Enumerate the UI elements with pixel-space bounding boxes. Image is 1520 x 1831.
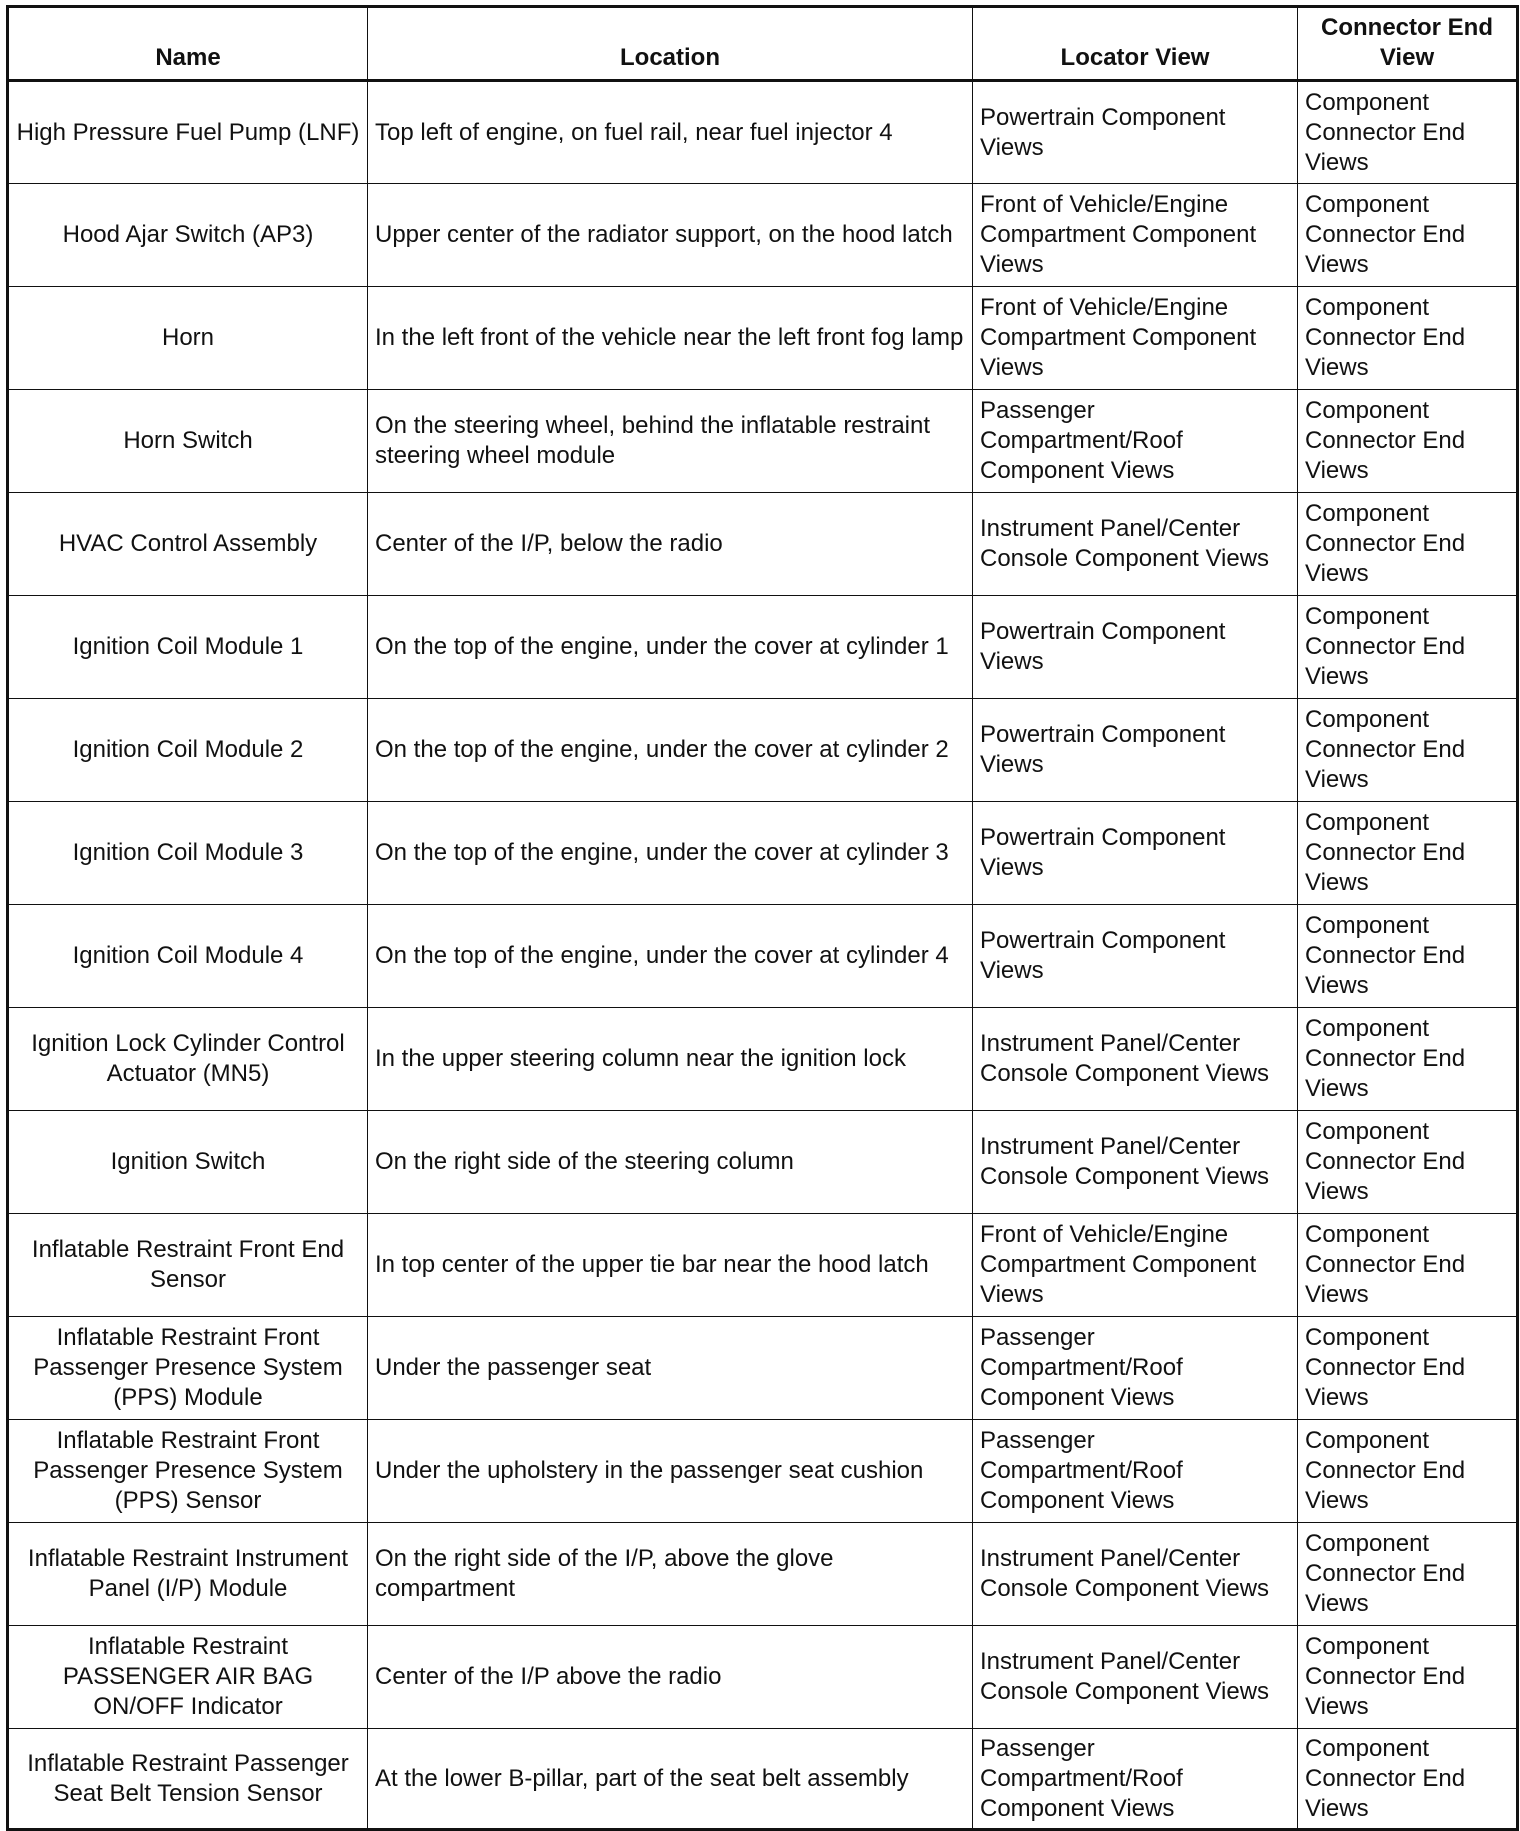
location-cell: On the top of the engine, under the cover at cylinder 2 (368, 699, 973, 802)
locator-view-cell: Instrument Panel/Center Console Component Views (973, 1626, 1298, 1729)
table-row (8, 802, 1518, 905)
location-cell: Center of the I/P, below the radio (368, 493, 973, 596)
component-name-cell: Hood Ajar Switch (AP3) (8, 184, 368, 287)
table-row (8, 905, 1518, 1008)
component-name-cell: Ignition Coil Module 3 (8, 802, 368, 905)
component-name-cell: Ignition Lock Cylinder Control Actuator (MN5) (8, 1008, 368, 1111)
table-row (8, 1317, 1518, 1420)
column-header-connector-end-view: Connector End View (1298, 7, 1518, 81)
locator-view-cell: Powertrain Component Views (973, 905, 1298, 1008)
connector-end-view-cell: Component Connector End Views (1298, 1626, 1518, 1729)
component-name-cell: Ignition Coil Module 4 (8, 905, 368, 1008)
table-row (8, 1523, 1518, 1626)
component-name-cell: Ignition Switch (8, 1111, 368, 1214)
locator-view-cell: Passenger Compartment/Roof Component Views (973, 1420, 1298, 1523)
column-header-location: Location (368, 7, 973, 81)
location-cell: On the top of the engine, under the cover at cylinder 4 (368, 905, 973, 1008)
connector-end-view-cell: Component Connector End Views (1298, 1214, 1518, 1317)
component-name-cell: HVAC Control Assembly (8, 493, 368, 596)
locator-view-cell: Front of Vehicle/Engine Compartment Component Views (973, 1214, 1298, 1317)
location-cell: Under the upholstery in the passenger seat cushion (368, 1420, 973, 1523)
table-row (8, 287, 1518, 390)
table-row (8, 184, 1518, 287)
component-name-cell: Inflatable Restraint Front Passenger Presence System (PPS) Module (8, 1317, 368, 1420)
component-locator-table (6, 5, 1519, 1831)
locator-view-cell: Powertrain Component Views (973, 699, 1298, 802)
table-row (8, 596, 1518, 699)
locator-view-cell: Powertrain Component Views (973, 596, 1298, 699)
connector-end-view-cell: Component Connector End Views (1298, 1008, 1518, 1111)
component-name-cell: Inflatable Restraint Instrument Panel (I/P) Module (8, 1523, 368, 1626)
location-cell: Under the passenger seat (368, 1317, 973, 1420)
connector-end-view-cell: Component Connector End Views (1298, 905, 1518, 1008)
connector-end-view-cell: Component Connector End Views (1298, 596, 1518, 699)
connector-end-view-cell: Component Connector End Views (1298, 699, 1518, 802)
table-header (8, 7, 1518, 81)
table-row (8, 1729, 1518, 1830)
locator-view-cell: Passenger Compartment/Roof Component Views (973, 1729, 1298, 1830)
table-body (8, 81, 1518, 1830)
location-cell: Center of the I/P above the radio (368, 1626, 973, 1729)
table-row (8, 699, 1518, 802)
table-row (8, 1420, 1518, 1523)
table-row (8, 493, 1518, 596)
location-cell: On the right side of the steering column (368, 1111, 973, 1214)
locator-view-cell: Instrument Panel/Center Console Component Views (973, 1008, 1298, 1111)
connector-end-view-cell: Component Connector End Views (1298, 1111, 1518, 1214)
location-cell: At the lower B-pillar, part of the seat belt assembly (368, 1729, 973, 1830)
component-name-cell: Horn Switch (8, 390, 368, 493)
locator-view-cell: Front of Vehicle/Engine Compartment Component Views (973, 184, 1298, 287)
locator-view-cell: Front of Vehicle/Engine Compartment Component Views (973, 287, 1298, 390)
locator-view-cell: Powertrain Component Views (973, 802, 1298, 905)
table-row (8, 1626, 1518, 1729)
component-name-cell: Inflatable Restraint Passenger Seat Belt Tension Sensor (8, 1729, 368, 1830)
connector-end-view-cell: Component Connector End Views (1298, 1729, 1518, 1830)
location-cell: In top center of the upper tie bar near the hood latch (368, 1214, 973, 1317)
location-cell: In the left front of the vehicle near the left front fog lamp (368, 287, 973, 390)
location-cell: Top left of engine, on fuel rail, near fuel injector 4 (368, 81, 973, 184)
locator-view-cell: Passenger Compartment/Roof Component Views (973, 390, 1298, 493)
component-name-cell: Inflatable Restraint Front Passenger Presence System (PPS) Sensor (8, 1420, 368, 1523)
connector-end-view-cell: Component Connector End Views (1298, 1523, 1518, 1626)
component-locator-document (6, 5, 1516, 1831)
component-name-cell: Ignition Coil Module 2 (8, 699, 368, 802)
location-cell: On the steering wheel, behind the inflatable restraint steering wheel module (368, 390, 973, 493)
locator-view-cell: Passenger Compartment/Roof Component Views (973, 1317, 1298, 1420)
connector-end-view-cell: Component Connector End Views (1298, 390, 1518, 493)
connector-end-view-cell: Component Connector End Views (1298, 81, 1518, 184)
locator-view-cell: Instrument Panel/Center Console Component Views (973, 1111, 1298, 1214)
column-header-name: Name (8, 7, 368, 81)
header-row (8, 7, 1518, 81)
component-name-cell: Horn (8, 287, 368, 390)
location-cell: In the upper steering column near the ignition lock (368, 1008, 973, 1111)
location-cell: On the top of the engine, under the cover at cylinder 3 (368, 802, 973, 905)
connector-end-view-cell: Component Connector End Views (1298, 184, 1518, 287)
location-cell: On the top of the engine, under the cover at cylinder 1 (368, 596, 973, 699)
connector-end-view-cell: Component Connector End Views (1298, 1317, 1518, 1420)
table-row (8, 390, 1518, 493)
component-name-cell: High Pressure Fuel Pump (LNF) (8, 81, 368, 184)
table-row (8, 1008, 1518, 1111)
column-header-locator-view: Locator View (973, 7, 1298, 81)
component-name-cell: Inflatable Restraint Front End Sensor (8, 1214, 368, 1317)
locator-view-cell: Instrument Panel/Center Console Component Views (973, 493, 1298, 596)
connector-end-view-cell: Component Connector End Views (1298, 287, 1518, 390)
locator-view-cell: Powertrain Component Views (973, 81, 1298, 184)
connector-end-view-cell: Component Connector End Views (1298, 493, 1518, 596)
table-row (8, 1214, 1518, 1317)
table-row (8, 81, 1518, 184)
component-name-cell: Ignition Coil Module 1 (8, 596, 368, 699)
connector-end-view-cell: Component Connector End Views (1298, 802, 1518, 905)
locator-view-cell: Instrument Panel/Center Console Component Views (973, 1523, 1298, 1626)
location-cell: On the right side of the I/P, above the glove compartment (368, 1523, 973, 1626)
table-row (8, 1111, 1518, 1214)
location-cell: Upper center of the radiator support, on the hood latch (368, 184, 973, 287)
connector-end-view-cell: Component Connector End Views (1298, 1420, 1518, 1523)
component-name-cell: Inflatable Restraint PASSENGER AIR BAG ON/OFF Indicator (8, 1626, 368, 1729)
